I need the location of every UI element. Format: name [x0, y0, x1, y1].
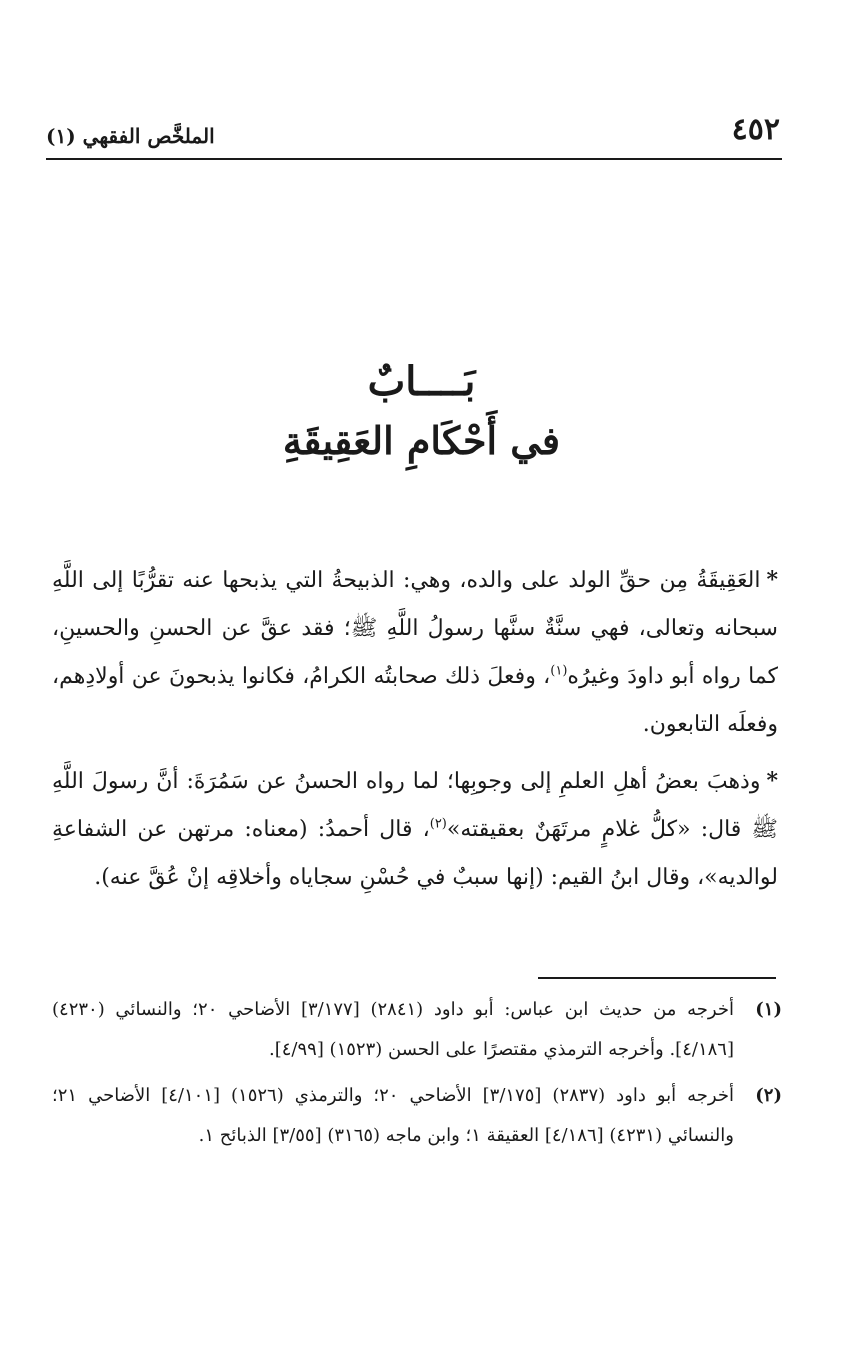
- footnote: [52, 990, 782, 1070]
- paragraph-text: ، قال أحمدُ: (معناه: مرتهن عن الشفاعةِ لوالديه»، وقال ابنُ القيم: (إنها سببٌ في حُسْنِ سجاياه وأخلاقِه إنْ عُقَّ عنه).: [52, 817, 778, 890]
- running-title: الملخَّص الفقهي (١): [46, 124, 215, 148]
- bullet-star: *: [766, 768, 778, 794]
- chapter-title: في أَحْكَامِ العَقِيقَةِ: [282, 418, 561, 463]
- footnote-text: أخرجه من حديث ابن عباس: أبو داود (٢٨٤١) [٣/١٧٧] الأضاحي ٢٠؛ والنسائي (٤٢٣٠) [٤/١٨٦]. وأخرجه الترمذي مقتصرًا على الحسن (١٥٢٣) [٤/٩٩].: [52, 999, 734, 1060]
- paragraph-text: العَقِيقَةُ مِن حقِّ الولد على والده، وهي: الذبيحةُ التي يذبحها عنه تقرُّبًا إلى اللَّهِ سبحانه وتعالى، فهي سنَّةٌ سنَّها رسولُ اللَّهِ ﷺ؛ فقد عقَّ عن الحسنِ والحسينِ، كما رواه أبو داودَ وغيرُه: [52, 568, 778, 689]
- footnote-text: أخرجه أبو داود (٢٨٣٧) [٣/١٧٥] الأضاحي ٢٠؛ والترمذي (١٥٢٦) [٤/١٠١] الأضاحي ٢١؛ والنسائي (٤٢٣١) [٤/١٨٦] العقيقة ١؛ وابن ماجه (٣١٦٥) [٣/٥٥] الذبائح ١.: [52, 1085, 734, 1146]
- header-divider: [46, 158, 782, 160]
- chapter-label: بَــــابٌ: [367, 358, 476, 405]
- footnotes: [52, 990, 782, 1162]
- body-text: [52, 556, 778, 910]
- paragraph-text: ، وفعلَ ذلك صحابتُه الكرامُ، فكانوا يذبحونَ عن أولادِهم، وفعلَه التابعون.: [52, 664, 778, 737]
- paragraph-text: وذهبَ بعضُ أهلِ العلمِ إلى وجوبِها؛ لما رواه الحسنُ عن سَمُرَةَ: أنَّ رسولَ اللَّهِ ﷺ قال: «كلُّ غلامٍ مرتَهَنٌ بعقيقته»: [52, 769, 779, 842]
- footnote-number: (٢): [755, 1085, 782, 1106]
- footnote-number: (١): [755, 999, 782, 1020]
- footnote-reference: (٢): [429, 816, 447, 832]
- bullet-star: *: [766, 567, 778, 593]
- footnote-reference: (١): [550, 663, 568, 679]
- paragraph: [52, 556, 778, 749]
- page-header: [46, 112, 780, 156]
- footnote: [52, 1076, 782, 1156]
- footnote-divider: [538, 977, 776, 979]
- page-number: ٤٥٢: [731, 112, 780, 147]
- paragraph: [52, 757, 778, 902]
